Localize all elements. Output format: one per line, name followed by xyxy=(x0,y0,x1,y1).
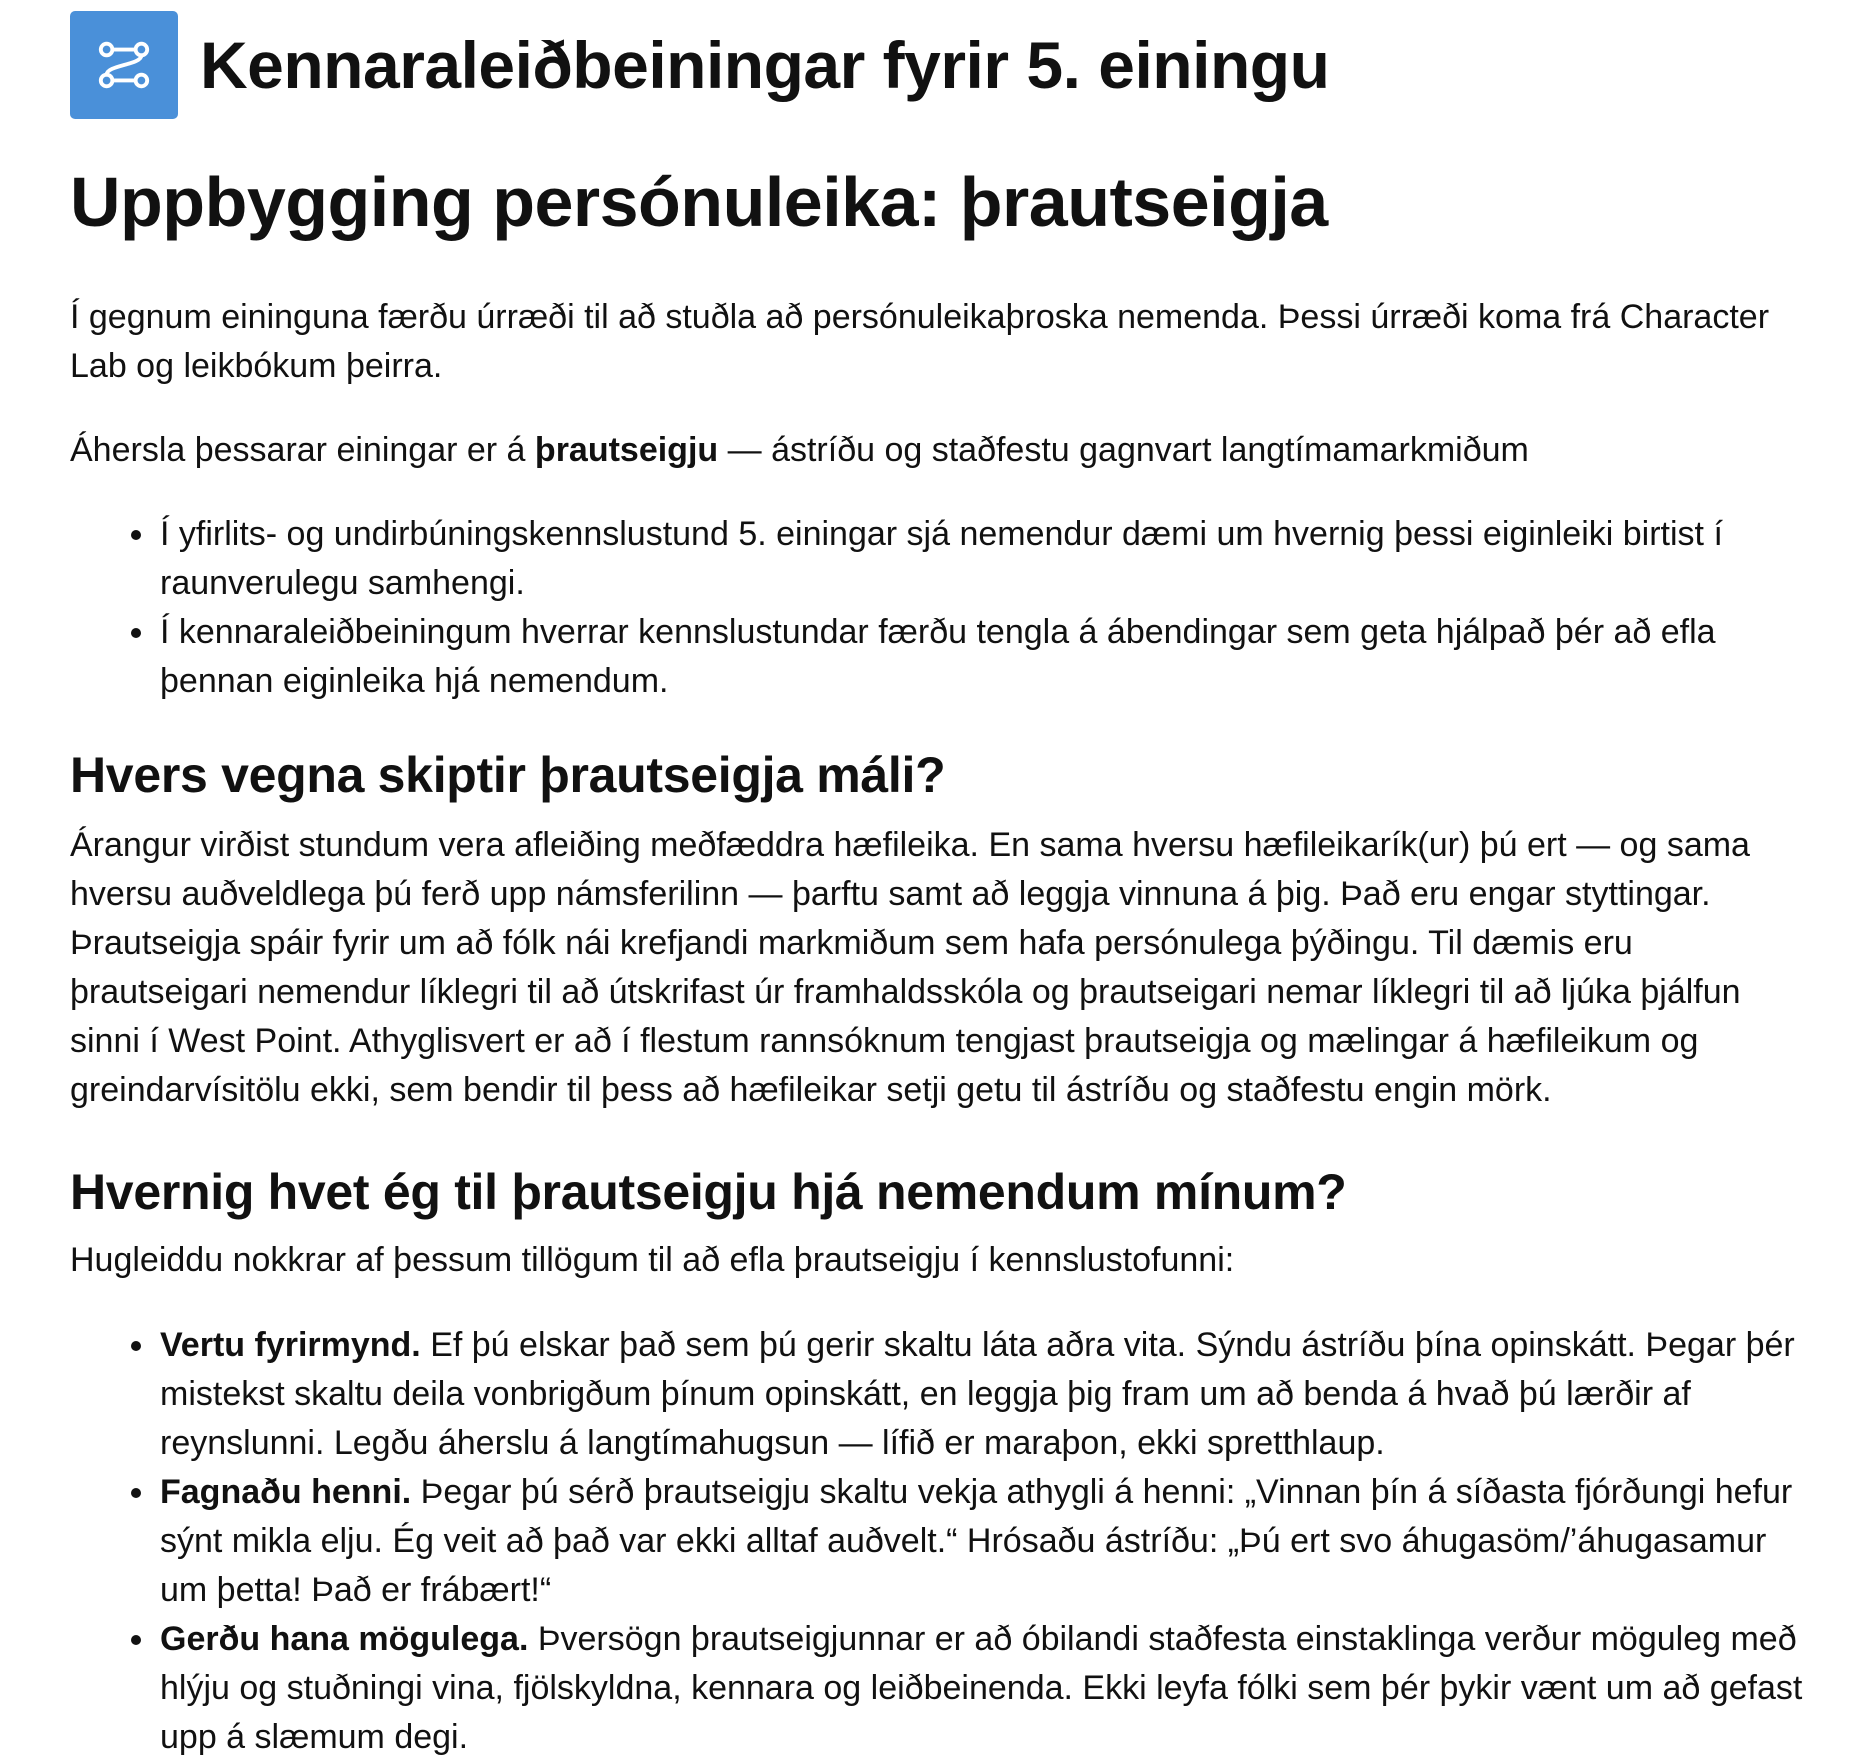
tips-list xyxy=(70,1321,1810,1762)
list-item: • Í kennaraleiðbeiningum hverrar kennslustundar færðu tengla á ábendingar sem geta hjálpað þér að efla þennan eiginleika hjá nemendum. xyxy=(158,608,1810,706)
tip-text: Ef þú elskar það sem þú gerir skaltu láta aðra vita. Sýndu ástríðu þína opinskátt. Þegar þér mistekst skaltu deila vonbrigðum þínum opinskátt, en leggja þig fram um að benda á hvað þú lærðir af reynslunni. Legðu áherslu á langtímahugsun — lífið er maraþon, ekki spretthlaup. xyxy=(160,1326,1795,1462)
list-item: • Í yfirlits- og undirbúningskennslustund 5. einingar sjá nemendur dæmi um hvernig þessi eiginleiki birtist í raunverulegu samhengi. xyxy=(158,510,1810,608)
tip-text: Þversögn þrautseigjunnar er að óbilandi staðfesta einstaklinga verður möguleg með hlýju og stuðningi vina, fjölskyldna, kennara og leiðbeinenda. Ekki leyfa fólki sem þér þykir vænt um að gefast upp á slæmum degi. xyxy=(160,1620,1803,1756)
page-header xyxy=(70,10,1810,120)
unit-title: Uppbygging persónuleika: þrautseigja xyxy=(70,163,1328,241)
tip-item xyxy=(158,1468,1810,1615)
tip-item xyxy=(158,1615,1810,1762)
intro-paragraph: Í gegnum eininguna færðu úrræði til að stuðla að persónuleikaþroska nemenda. Þessi úrræði koma frá Character Lab og leikbókum þeirra. xyxy=(70,298,1770,385)
document-page xyxy=(70,10,1810,1762)
tip-title: Gerðu hana mögulega. xyxy=(160,1620,529,1658)
tip-title: Fagnaðu henni. xyxy=(160,1473,412,1511)
why-paragraph: Árangur virðist stundum vera afleiðing meðfæddra hæfileika. En sama hversu hæfileikarík(ur) þú ert — og sama hversu auðveldlega þú ferð upp námsferilinn — þarftu samt að leggja vinnuna á þig. Það eru engar styttingar. Þrautseigja spáir fyrir um að fólk nái krefjandi markmiðum sem hafa persónulega þýðingu. Til dæmis eru þrautseigari nemendur líklegri til að útskrifast úr framhaldsskóla og þrautseigari nemar líklegri til að ljúka þjálfun sinni í West Point. Athyglisvert er að í flestum rannsóknum tengjast þrautseigja og mælingar á hæfileikum og greindarvísitölu ekki, sem bendir til þess að hæfileikar setji getu til ástríðu og staðfestu engin mörk. xyxy=(70,826,1750,1109)
unit-bullet-list xyxy=(70,510,1810,706)
focus-paragraph xyxy=(70,426,1810,475)
focus-text-before: Áhersla þessarar einingar er á xyxy=(70,431,535,469)
route-icon xyxy=(70,11,178,119)
how-intro-paragraph: Hugleiddu nokkrar af þessum tillögum til að efla þrautseigju í kennslustofunni: xyxy=(70,1241,1235,1279)
how-heading: Hvernig hvet ég til þrautseigju hjá nemendum mínum? xyxy=(70,1164,1347,1220)
tip-title: Vertu fyrirmynd. xyxy=(160,1326,421,1364)
why-heading: Hvers vegna skiptir þrautseigja máli? xyxy=(70,747,946,803)
page-title: Kennaraleiðbeiningar fyrir 5. einingu xyxy=(200,28,1330,102)
focus-keyword: þrautseigju xyxy=(534,431,719,469)
tip-item xyxy=(158,1321,1810,1468)
focus-text-after: — ástríðu og staðfestu gagnvart langtímamarkmiðum xyxy=(718,431,1529,469)
tip-text: Þegar þú sérð þrautseigju skaltu vekja athygli á henni: „Vinnan þín á síðasta fjórðungi hefur sýnt mikla elju. Ég veit að það var ekki alltaf auðvelt.“ Hrósaðu ástríðu: „Þú ert svo áhugasöm/’áhugasamur um þetta! Það er frábært!“ xyxy=(160,1473,1793,1609)
